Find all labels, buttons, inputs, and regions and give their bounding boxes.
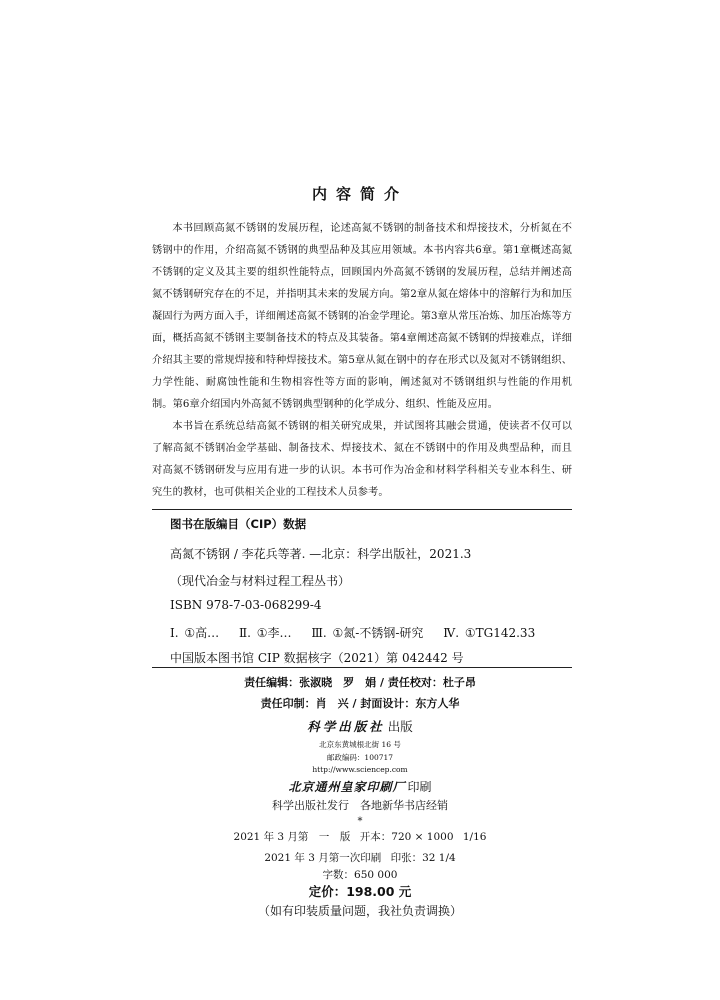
cip-heading: 图书在版编目（CIP）数据 (170, 517, 307, 531)
summary-paragraph-1: 本书回顾高氮不锈钢的发展历程，论述高氮不锈钢的制备技术和焊接技术，分析氮在不锈钢中的作用，介绍高氮不锈钢的典型品种及其应用领域。本书内容共6章。第1章概述高氮不锈钢的定义及其主要的组织性能特点，回顾国内外高氮不锈钢的发展历程，总结并阐述高氮不锈钢研究存在的不足，并指明其未来的发展方向。第2章从氮在熔体中的溶解行为和加压凝固行为两方面入手，详细阐述高氮不锈钢的冶金学理论。第3章从常压冶炼、加压冶炼等方面，概括高氮不锈钢主要制备技术的特点及其装备。第4章阐述高氮不锈钢的焊接难点，详细介绍其主要的常规焊接和特种焊接技术。第5章从氮在钢中的存在形式以及氮对不锈钢组织、力学性能、耐腐蚀性能和生物相容性等方面的影响，阐述氮对不锈钢组织与性能的作用机制。第6章介绍国内外高氮不锈钢典型钢种的化学成分、组织、性能及应用。 (152, 223, 572, 410)
publisher-address: 北京东黄城根北街 16 号 (319, 740, 401, 749)
summary-paragraph-2: 本书旨在系统总结高氮不锈钢的相关研究成果，并试图将其融会贯通，使读者不仅可以了解高氮不锈钢冶金学基础、制备技术、焊接技术、氮在不锈钢中的作用及典型品种，而且对高氮不锈钢研发与应用有进一步的认识。本书可作为冶金和材料学科相关专业本科生、研究生的教材，也可供相关企业的工程技术人员参考。 (152, 421, 572, 498)
cip-subject-3: Ⅲ. ①氮-不锈钢-研究 (311, 626, 424, 640)
distribution-line: 科学出版社发行 各地新华书店经销 (272, 799, 448, 812)
publisher-postcode: 邮政编码：100717 (326, 753, 394, 762)
publisher-logo: 科学出版社 (307, 719, 385, 734)
publisher-website: http://www.sciencep.com (312, 765, 408, 774)
quality-notice: （如有印装质量问题，我社负责调换） (257, 904, 462, 918)
printed-sheets: 印张：32 1/4 (390, 852, 456, 864)
cip-title-line: 高氮不锈钢 / 李花兵等著. —北京：科学出版社，2021.3 (170, 547, 472, 561)
cip-subject-4: Ⅳ. ①TG142.33 (443, 626, 536, 640)
printer-suffix: 印刷 (407, 780, 432, 794)
cip-subjects-line (170, 624, 549, 641)
edition-date: 2021 年 3 月第 一 版 (233, 831, 351, 843)
price: 定价：198.00 元 (308, 884, 412, 899)
cip-data-box (152, 509, 572, 668)
summary-title: 内容简介 (311, 185, 408, 203)
printing-date: 2021 年 3 月第一次印刷 (264, 852, 382, 864)
word-count: 字数：650 000 (322, 869, 398, 881)
cip-series-line: （现代冶金与材料过程工程丛书） (170, 574, 351, 588)
format-fraction: 1/16 (462, 831, 487, 843)
format-size: 开本：720 × 1000 (359, 831, 454, 843)
publisher-line (0, 717, 720, 735)
editor-credits: 责任编辑：张淑晓 罗 娟 / 责任校对：杜子昂 (244, 676, 476, 689)
separator-star: * (357, 816, 363, 827)
printer-logo: 北京通州皇家印刷厂 (288, 780, 406, 794)
edition-line-1 (0, 829, 720, 844)
summary-body (152, 218, 572, 504)
cip-isbn-line: ISBN 978-7-03-068299-4 (170, 598, 322, 612)
production-credits: 责任印制：肖 兴 / 封面设计：东方人华 (260, 697, 460, 710)
cip-subject-2: Ⅱ. ①李… (238, 626, 292, 640)
printer-line (0, 778, 720, 795)
publisher-suffix: 出版 (387, 719, 413, 734)
cip-subject-1: Ⅰ. ①高… (170, 626, 220, 640)
cip-record-line: 中国版本图书馆 CIP 数据核字（2021）第 042442 号 (170, 651, 464, 665)
edition-line-2 (0, 850, 720, 865)
